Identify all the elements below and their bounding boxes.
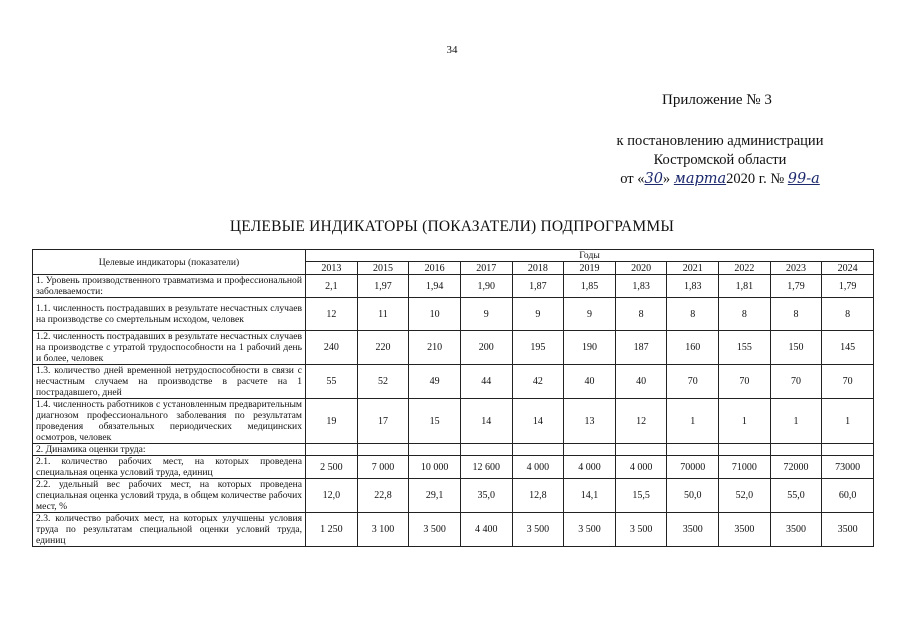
indicator-value: 14,1 [564,479,616,513]
indicator-value: 12,8 [512,479,564,513]
indicator-value: 1,85 [564,275,616,298]
indicator-value [564,444,616,456]
handwritten-number: 99-а [787,171,820,187]
indicator-value: 210 [409,331,461,365]
indicator-value: 4 000 [512,456,564,479]
indicator-value: 40 [615,365,667,399]
indicator-value: 29,1 [409,479,461,513]
indicator-value: 73000 [822,456,874,479]
year-header: 2013 [306,262,358,275]
indicator-value [460,444,512,456]
indicator-value [409,444,461,456]
indicator-name: 2. Динамика оценки труда: [33,444,306,456]
indicator-value: 3500 [822,513,874,547]
indicator-value: 4 000 [564,456,616,479]
indicator-value: 9 [460,298,512,331]
indicator-value: 60,0 [822,479,874,513]
indicator-value: 15,5 [615,479,667,513]
indicator-value: 15 [409,399,461,444]
indicator-value: 3 100 [357,513,409,547]
indicator-name: 2.1. количество рабочих мест, на которых проведена специальная оценка условий труда, единиц [33,456,306,479]
indicator-value: 11 [357,298,409,331]
decree-line-1: к постановлению администрации [616,133,824,149]
table-row [33,298,874,331]
indicator-value: 40 [564,365,616,399]
indicator-value: 55 [306,365,358,399]
indicator-value: 160 [667,331,719,365]
indicator-value: 1 [719,399,771,444]
table-row [33,331,874,365]
indicator-value: 8 [719,298,771,331]
indicator-value: 12 [615,399,667,444]
indicator-value: 72000 [770,456,822,479]
indicator-value: 1,87 [512,275,564,298]
indicator-value: 49 [409,365,461,399]
indicator-value: 50,0 [667,479,719,513]
indicator-value: 70 [822,365,874,399]
indicator-value: 9 [564,298,616,331]
table-row [33,513,874,547]
decree-reference [590,132,850,189]
indicator-value: 3500 [719,513,771,547]
table-row [33,444,874,456]
indicator-value: 220 [357,331,409,365]
indicator-value: 1,97 [357,275,409,298]
indicator-value: 35,0 [460,479,512,513]
indicator-value: 240 [306,331,358,365]
year-header: 2023 [770,262,822,275]
indicator-column-header: Целевые индикаторы (показатели) [33,250,306,275]
indicator-value: 200 [460,331,512,365]
indicator-name: 1.3. количество дней временной нетрудоспособности в связи с несчастным случаем на производстве в расчете на 1 пострадавшего, дней [33,365,306,399]
indicator-value: 1 [667,399,719,444]
year-header: 2015 [357,262,409,275]
indicator-value: 7 000 [357,456,409,479]
indicator-value: 19 [306,399,358,444]
year-header: 2019 [564,262,616,275]
indicator-name: 1.1. численность пострадавших в результате несчастных случаев на производстве со смертельным исходом, человек [33,298,306,331]
decree-date-line [590,170,850,189]
year-header: 2024 [822,262,874,275]
indicator-name: 2.2. удельный вес рабочих мест, на которых проведена специальная оценка условий труда, в общем количестве рабочих мест, % [33,479,306,513]
indicator-value: 4 400 [460,513,512,547]
indicator-value: 3 500 [564,513,616,547]
page-number: 34 [446,44,458,56]
table-row [33,399,874,444]
indicator-name: 2.3. количество рабочих мест, на которых улучшены условия труда по результатам специальной оценки условий труда, единиц [33,513,306,547]
indicator-value: 1 [770,399,822,444]
indicator-value: 70 [770,365,822,399]
indicator-value: 1,83 [615,275,667,298]
indicator-value: 8 [667,298,719,331]
indicator-value: 155 [719,331,771,365]
indicator-name: 1.2. численность пострадавших в результате несчастных случаев на производстве с утратой трудоспособности на 1 рабочий день и более, человек [33,331,306,365]
indicator-value: 55,0 [770,479,822,513]
table-row [33,365,874,399]
handwritten-day: 30 [644,171,663,187]
years-header: Годы [306,250,874,262]
date-prefix: от « [620,171,645,187]
indicator-value: 12 [306,298,358,331]
date-mid: » [662,171,674,187]
appendix-title: Приложение № 3 [662,92,772,108]
decree-line-2: Костромской области [653,152,787,168]
indicator-value: 44 [460,365,512,399]
year-header: 2017 [460,262,512,275]
indicator-value: 1 250 [306,513,358,547]
indicator-value [822,444,874,456]
indicator-value: 1,90 [460,275,512,298]
indicator-value: 22,8 [357,479,409,513]
indicator-value: 3 500 [512,513,564,547]
indicator-value [770,444,822,456]
indicator-value: 10 000 [409,456,461,479]
indicator-value: 1,83 [667,275,719,298]
table-row [33,479,874,513]
indicator-value: 3 500 [615,513,667,547]
indicator-value: 8 [822,298,874,331]
indicator-value: 13 [564,399,616,444]
table-row [33,456,874,479]
indicator-value: 1,79 [770,275,822,298]
indicator-value: 12 600 [460,456,512,479]
indicator-value [357,444,409,456]
indicator-value: 52 [357,365,409,399]
document-title: ЦЕЛЕВЫЕ ИНДИКАТОРЫ (ПОКАЗАТЕЛИ) ПОДПРОГРАММЫ [229,218,675,235]
handwritten-month: марта [673,171,727,187]
indicator-value: 195 [512,331,564,365]
indicator-value: 70 [667,365,719,399]
indicator-value: 4 000 [615,456,667,479]
indicator-value: 2 500 [306,456,358,479]
indicator-value: 14 [460,399,512,444]
indicator-value: 3 500 [409,513,461,547]
indicator-value: 187 [615,331,667,365]
year-header: 2022 [719,262,771,275]
year-header: 2018 [512,262,564,275]
indicator-value: 70 [719,365,771,399]
indicator-value: 8 [770,298,822,331]
indicator-value: 10 [409,298,461,331]
indicator-value: 3500 [667,513,719,547]
indicator-value: 8 [615,298,667,331]
indicator-value: 14 [512,399,564,444]
indicator-name: 1.4. численность работников с установленным предварительным диагнозом профессионального заболевания по результатам проведения обязательных периодических медицинских осмотров, человек [33,399,306,444]
indicators-table [32,249,874,547]
indicator-name: 1. Уровень производственного травматизма и профессиональной заболеваемости: [33,275,306,298]
indicator-value: 1 [822,399,874,444]
table-row [33,275,874,298]
date-year: 2020 г. № [726,171,788,187]
indicator-value [719,444,771,456]
indicator-value: 9 [512,298,564,331]
indicator-value: 1,81 [719,275,771,298]
indicator-value: 145 [822,331,874,365]
indicator-value: 12,0 [306,479,358,513]
year-header: 2016 [409,262,461,275]
indicator-value [306,444,358,456]
indicator-value: 52,0 [719,479,771,513]
indicator-value: 150 [770,331,822,365]
indicator-value: 1,79 [822,275,874,298]
indicator-value [615,444,667,456]
indicator-value [512,444,564,456]
indicator-value: 1,94 [409,275,461,298]
indicator-value: 70000 [667,456,719,479]
indicator-value: 190 [564,331,616,365]
indicator-value: 2,1 [306,275,358,298]
indicator-value: 3500 [770,513,822,547]
indicator-value [667,444,719,456]
indicator-value: 42 [512,365,564,399]
year-header: 2020 [615,262,667,275]
year-header: 2021 [667,262,719,275]
indicator-value: 17 [357,399,409,444]
indicator-value: 71000 [719,456,771,479]
